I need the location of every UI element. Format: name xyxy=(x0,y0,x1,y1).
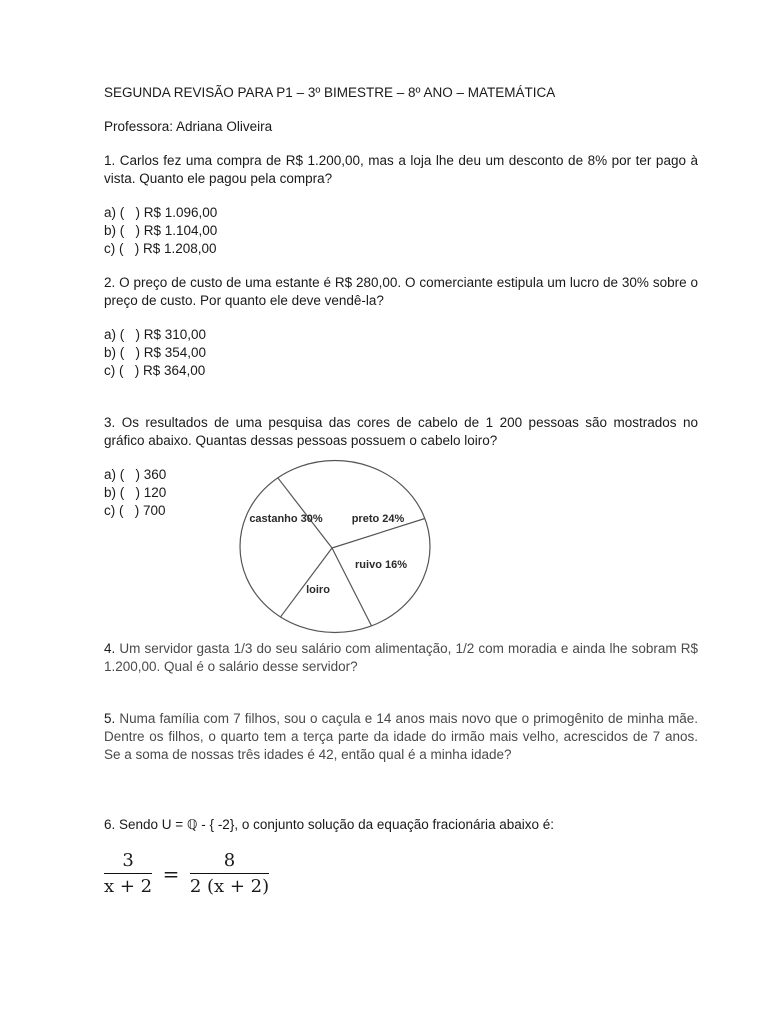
left-fraction xyxy=(104,850,152,897)
question-4-text xyxy=(104,640,698,676)
question-4-number: 4. xyxy=(104,641,116,656)
question-1-text: 1. Carlos fez uma compra de R$ 1.200,00, mas a loja lhe deu um desconto de 8% por ter pago à vista. Quanto ele pagou pela compra? xyxy=(104,153,698,186)
question-2-text: 2. O preço de custo de uma estante é R$ 280,00. O comerciante estipula um lucro de 30% sobre o preço de custo. Por quanto ele deve vendê-la? xyxy=(104,275,698,308)
question-5-body: Numa família com 7 filhos, sou o caçula e 14 anos mais novo que o primogênito de minha mãe. Dentre os filhos, o quarto tem a terça parte da idade do irmão mais velho, acrescidos de 7 anos. Se a soma de nossas três idades é 42, então qual é a minha idade? xyxy=(104,711,698,762)
hair-color-pie-chart xyxy=(238,459,432,634)
pie-chart-svg xyxy=(238,459,432,634)
question-3-option-b: b) ( ) 120 xyxy=(104,485,167,500)
pie-slice-label: loiro xyxy=(306,584,330,596)
pie-slice-label: ruivo 16% xyxy=(355,559,407,571)
question-3-option-a: a) ( ) 360 xyxy=(104,467,167,482)
question-3-text: 3. Os resultados de uma pesquisa das cores de cabelo de 1 200 pessoas são mostrados no gráfico abaixo. Quantas dessas pessoas possuem o cabelo loiro? xyxy=(104,415,698,448)
document-title: SEGUNDA REVISÃO PARA P1 – 3º BIMESTRE – 8º ANO – MATEMÁTICA xyxy=(104,85,556,100)
right-denominator: 2 (x + 2) xyxy=(189,876,270,897)
question-2-option-c: c) ( ) R$ 364,00 xyxy=(104,363,206,378)
right-numerator: 8 xyxy=(190,850,269,874)
question-4-body: Um servidor gasta 1/3 do seu salário com alimentação, 1/2 com moradia e ainda lhe sobram R$ 1.200,00. Qual é o salário desse servidor? xyxy=(104,641,698,674)
right-fraction xyxy=(190,850,269,897)
question-6-text: 6. Sendo U = ℚ - { -2}, o conjunto solução da equação fracionária abaixo é: xyxy=(104,817,555,832)
question-5-text xyxy=(104,710,698,764)
pie-slice-label: castanho 30% xyxy=(249,513,323,525)
question-1-option-a: a) ( ) R$ 1.096,00 xyxy=(104,205,218,220)
question-3-option-c: c) ( ) 700 xyxy=(104,503,166,518)
equals-sign: = xyxy=(162,861,180,886)
question-1-option-b: b) ( ) R$ 1.104,00 xyxy=(104,223,218,238)
question-2-option-a: a) ( ) R$ 310,00 xyxy=(104,327,207,342)
question-2-option-b: b) ( ) R$ 354,00 xyxy=(104,345,207,360)
fraction-equation xyxy=(104,850,304,910)
left-denominator: x + 2 xyxy=(104,876,153,897)
left-numerator: 3 xyxy=(104,850,152,874)
question-5-number: 5. xyxy=(104,711,116,726)
teacher-name: Professora: Adriana Oliveira xyxy=(104,119,273,134)
pie-slice-label: preto 24% xyxy=(351,513,405,525)
question-1-option-c: c) ( ) R$ 1.208,00 xyxy=(104,241,217,256)
